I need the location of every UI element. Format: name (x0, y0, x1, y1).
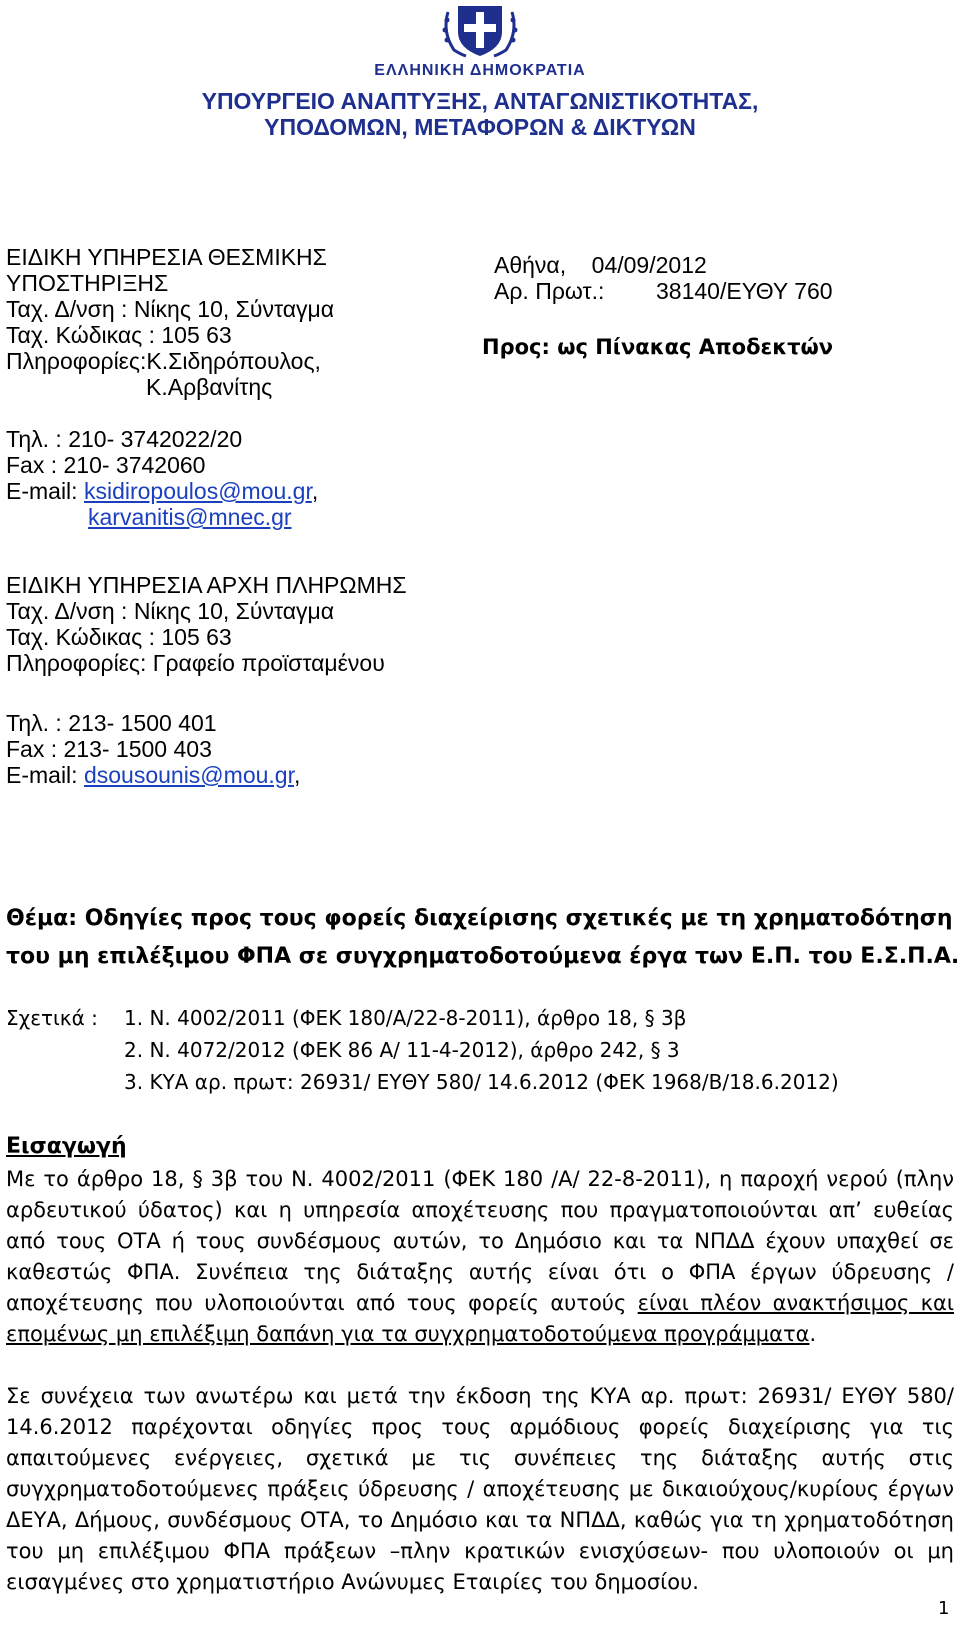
ministry-heading-line1: ΥΠΟΥΡΓΕΙΟ ΑΝΑΠΤΥΞΗΣ, ΑΝΤΑΓΩΝΙΣΤΙΚΟΤΗΤΑΣ, (201, 88, 759, 114)
sender1-phone: Τηλ. : 210- 3742022/20 (6, 426, 243, 452)
recipients-line: Προς: ως Πίνακας Αποδεκτών (482, 335, 834, 359)
sender2-address: Ταχ. Δ/νση : Νίκης 10, Σύνταγμα (6, 598, 335, 624)
sender1-fax: Fax : 210- 3742060 (6, 452, 206, 478)
sender2-info: Πληροφορίες: Γραφείο προϊσταμένου (6, 650, 385, 676)
sender1-email1-link[interactable]: ksidiropoulos@mou.gr (83, 478, 312, 504)
sender2-line1: ΕΙΔΙΚΗ ΥΠΗΡΕΣΙΑ ΑΡΧΗ ΠΛΗΡΩΜΗΣ (6, 572, 407, 598)
reference-item-3: 3. ΚΥΑ αρ. πρωτ: 26931/ ΕΥΘΥ 580/ 14.6.2012 (ΦΕΚ 1968/Β/18.6.2012) (124, 1070, 839, 1094)
sender1-line2: ΥΠΟΣΤΗΡΙΞΗΣ (6, 270, 169, 296)
sender1-email2-row (88, 504, 292, 530)
sender2-phone: Τηλ. : 213- 1500 401 (6, 710, 217, 736)
references-label: Σχετικά : (6, 1006, 98, 1030)
intro-p1-underlined: είναι πλέον ανακτήσιμος και επομένως μη επιλέξιμη δαπάνη για τα συγχρηματοδοτούμενα προγράμματα (6, 1291, 954, 1346)
ministry-heading-line2: ΥΠΟΔΟΜΩΝ, ΜΕΤΑΦΟΡΩΝ & ΔΙΚΤΥΩΝ (264, 114, 696, 140)
sender1-email2-link[interactable]: karvanitis@mnec.gr (88, 504, 292, 530)
sender2-email-link[interactable]: dsousounis@mou.gr (83, 762, 294, 788)
intro-p1-text: Με το άρθρο 18, § 3β του Ν. 4002/2011 (ΦΕΚ 180 /Α/ 22-8-2011), η παροχή νερού (πλην αρδευτικού ύδατος) και η υπηρεσία αποχέτευσης που πραγματοποιούνται απ’ ευθείας από τους ΟΤΑ ή τους συνδέσμους αυτών, το Δημόσιο και τα ΝΠΔΔ έχουν υπαχθεί σε καθεστώς ΦΠΑ. Συνέπεια της διάταξης αυτής είναι ότι ο ΦΠΑ έργων ύδρευσης / αποχέτευσης που υλοποιούνται από τους φορείς αυτούς (6, 1167, 954, 1315)
sender1-postal: Ταχ. Κώδικας : 105 63 (6, 322, 232, 348)
sender2-email-row (6, 762, 300, 788)
sender1-address: Ταχ. Δ/νση : Νίκης 10, Σύνταγμα (6, 296, 335, 322)
intro-p1-end: . (809, 1322, 817, 1346)
intro-paragraph-1 (6, 1164, 954, 1350)
subject-line2: του μη επιλέξιμου ΦΠΑ σε συγχρηματοδοτούμενα έργα των Ε.Π. του Ε.Σ.Π.Α. (6, 944, 960, 969)
sender2-email-separator: , (293, 762, 301, 788)
place-date: Αθήνα, 04/09/2012 (494, 252, 707, 278)
reference-item-2: 2. Ν. 4072/2012 (ΦΕΚ 86 Α/ 11-4-2012), άρθρο 242, § 3 (124, 1038, 680, 1062)
sender1-email-separator: , (311, 478, 319, 504)
intro-paragraph-2: Σε συνέχεια των ανωτέρω και μετά την έκδοση της ΚΥΑ αρ. πρωτ: 26931/ ΕΥΘΥ 580/ 14.6.2012 παρέχονται οδηγίες προς τους αρμόδιους φορείς διαχείρισης για τις απαιτούμενες ενέργειες, σχετικά με τις συνέπειες της διάταξης αυτής στις συγχρηματοδοτούμενες πράξεις ύδρευσης / αποχέτευσης με δικαιούχους/κυρίους έργων ΔΕΥΑ, Δήμους, συνδέσμους ΟΤΑ, το Δημόσιο και τα ΝΠΔΔ, καθώς για τη χρηματοδότηση του μη επιλέξιμου ΦΠΑ πράξεων –πλην κρατικών ενισχύσεων- που υλοποιούν οι μη εισαγμένες στο χρηματιστήριο Ανώνυμες Εταιρίες του δημοσίου. (6, 1384, 954, 1594)
sender1-line1: ΕΙΔΙΚΗ ΥΠΗΡΕΣΙΑ ΘΕΣΜΙΚΗΣ (6, 244, 327, 270)
republic-heading: ΕΛΛΗΝΙΚΗ ΔΗΜΟΚΡΑΤΙΑ (374, 62, 586, 79)
reference-item-1: 1. Ν. 4002/2011 (ΦΕΚ 180/Α/22-8-2011), άρθρο 18, § 3β (124, 1006, 687, 1030)
greek-emblem-icon (440, 2, 520, 58)
sender2-postal: Ταχ. Κώδικας : 105 63 (6, 624, 232, 650)
sender1-email-label: E-mail: (6, 478, 84, 504)
sender1-info1: Πληροφορίες:Κ.Σιδηρόπουλος, (6, 348, 321, 374)
sender1-email-row (6, 478, 318, 504)
subject-line1: Θέμα: Οδηγίες προς τους φορείς διαχείρισης σχετικές με τη χρηματοδότηση (6, 906, 953, 931)
intro-heading: Εισαγωγή (6, 1134, 127, 1159)
protocol-label: Αρ. Πρωτ.: (494, 278, 605, 304)
sender2-email-label: E-mail: (6, 762, 84, 788)
page-number: 1 (938, 1598, 950, 1619)
sender1-info2: Κ.Αρβανίτης (146, 374, 273, 400)
sender2-fax: Fax : 213- 1500 403 (6, 736, 212, 762)
protocol-number: 38140/ΕΥΘΥ 760 (656, 278, 833, 304)
